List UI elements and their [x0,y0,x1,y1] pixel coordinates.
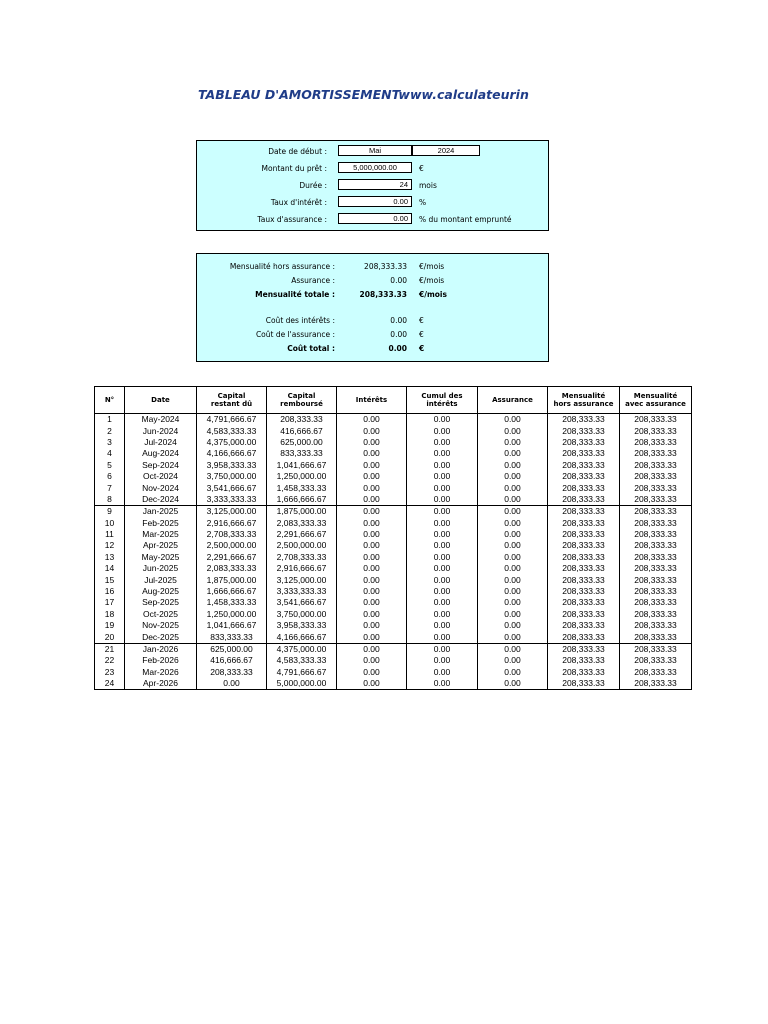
row-cumulative-interest: 0.00 [407,529,478,540]
monthly-excl-label: Mensualité hors assurance : [229,262,335,271]
row-monthly-incl: 208,333.33 [620,529,692,540]
row-repaid-capital: 4,791,666.67 [267,667,337,678]
row-remaining-capital: 0.00 [197,678,267,690]
row-interest: 0.00 [337,667,407,678]
row-remaining-capital: 3,958,333.33 [197,460,267,471]
row-insurance: 0.00 [478,460,548,471]
row-cumulative-interest: 0.00 [407,448,478,459]
table-row [95,655,692,666]
row-remaining-capital: 3,541,666.67 [197,482,267,493]
row-date: Sep-2024 [125,460,197,471]
row-monthly-incl: 208,333.33 [620,643,692,655]
row-insurance: 0.00 [478,506,548,518]
row-interest: 0.00 [337,482,407,493]
row-monthly-excl: 208,333.33 [548,586,620,597]
table-row [95,414,692,426]
row-interest: 0.00 [337,518,407,529]
row-remaining-capital: 2,291,666.67 [197,552,267,563]
row-number: 1 [95,414,125,426]
row-remaining-capital: 4,166,666.67 [197,448,267,459]
row-insurance: 0.00 [478,609,548,620]
row-monthly-excl: 208,333.33 [548,529,620,540]
table-row [95,540,692,551]
row-cumulative-interest: 0.00 [407,655,478,666]
row-number: 2 [95,425,125,436]
row-number: 19 [95,620,125,631]
loan-amount-row [197,162,548,175]
row-repaid-capital: 625,000.00 [267,437,337,448]
col-header-repaid-capital: Capital remboursé [267,387,337,414]
row-number: 14 [95,563,125,574]
row-monthly-excl: 208,333.33 [548,518,620,529]
row-interest: 0.00 [337,425,407,436]
row-interest: 0.00 [337,506,407,518]
monthly-excl-unit: €/mois [419,262,445,271]
row-monthly-incl: 208,333.33 [620,631,692,643]
insurance-rate-field[interactable]: 0.00 [338,213,412,224]
duration-unit: mois [419,181,437,190]
row-interest: 0.00 [337,437,407,448]
row-repaid-capital: 208,333.33 [267,414,337,426]
row-monthly-excl: 208,333.33 [548,460,620,471]
row-number: 11 [95,529,125,540]
row-cumulative-interest: 0.00 [407,620,478,631]
table-row [95,667,692,678]
table-row [95,482,692,493]
table-row [95,586,692,597]
row-remaining-capital: 1,041,666.67 [197,620,267,631]
table-row [95,552,692,563]
row-remaining-capital: 625,000.00 [197,643,267,655]
insurance-cost-row [197,328,548,341]
row-remaining-capital: 208,333.33 [197,667,267,678]
insurance-cost-unit: € [419,330,424,339]
interest-cost-value: 0.00 [390,316,407,325]
row-remaining-capital: 4,791,666.67 [197,414,267,426]
row-interest: 0.00 [337,643,407,655]
row-date: Feb-2026 [125,655,197,666]
row-insurance: 0.00 [478,655,548,666]
monthly-insurance-row [197,274,548,287]
row-remaining-capital: 3,125,000.00 [197,506,267,518]
row-repaid-capital: 3,125,000.00 [267,574,337,585]
row-monthly-incl: 208,333.33 [620,586,692,597]
row-date: Nov-2025 [125,620,197,631]
row-interest: 0.00 [337,574,407,585]
insurance-rate-label: Taux d'assurance : [257,215,327,224]
row-remaining-capital: 4,583,333.33 [197,425,267,436]
row-monthly-excl: 208,333.33 [548,471,620,482]
interest-cost-row [197,314,548,327]
row-number: 16 [95,586,125,597]
row-insurance: 0.00 [478,574,548,585]
row-cumulative-interest: 0.00 [407,414,478,426]
row-interest: 0.00 [337,586,407,597]
duration-row [197,179,548,192]
row-monthly-incl: 208,333.33 [620,667,692,678]
row-insurance: 0.00 [478,620,548,631]
table-row [95,471,692,482]
row-monthly-excl: 208,333.33 [548,631,620,643]
row-monthly-excl: 208,333.33 [548,552,620,563]
row-insurance: 0.00 [478,518,548,529]
row-cumulative-interest: 0.00 [407,494,478,506]
row-monthly-excl: 208,333.33 [548,482,620,493]
table-row [95,574,692,585]
row-repaid-capital: 833,333.33 [267,448,337,459]
row-insurance: 0.00 [478,540,548,551]
row-date: Jan-2026 [125,643,197,655]
row-monthly-incl: 208,333.33 [620,620,692,631]
row-date: Dec-2025 [125,631,197,643]
row-interest: 0.00 [337,631,407,643]
row-repaid-capital: 2,708,333.33 [267,552,337,563]
row-monthly-incl: 208,333.33 [620,678,692,690]
row-insurance: 0.00 [478,494,548,506]
duration-label: Durée : [299,181,327,190]
table-body [95,414,692,690]
table-row [95,437,692,448]
table-row [95,643,692,655]
row-date: May-2025 [125,552,197,563]
table-row [95,563,692,574]
row-monthly-incl: 208,333.33 [620,655,692,666]
row-insurance: 0.00 [478,552,548,563]
table-row [95,631,692,643]
insurance-rate-unit: % du montant emprunté [419,215,512,224]
row-monthly-excl: 208,333.33 [548,425,620,436]
row-insurance: 0.00 [478,471,548,482]
row-date: Oct-2024 [125,471,197,482]
row-interest: 0.00 [337,552,407,563]
row-number: 13 [95,552,125,563]
row-interest: 0.00 [337,460,407,471]
row-date: Nov-2024 [125,482,197,493]
row-repaid-capital: 2,083,333.33 [267,518,337,529]
row-insurance: 0.00 [478,448,548,459]
interest-rate-field[interactable]: 0.00 [338,196,412,207]
col-header-date: Date [125,387,197,414]
row-repaid-capital: 3,958,333.33 [267,620,337,631]
results-panel [196,253,549,362]
row-remaining-capital: 1,458,333.33 [197,597,267,608]
table-row [95,518,692,529]
row-number: 10 [95,518,125,529]
loan-amount-unit: € [419,164,424,173]
table-row [95,678,692,690]
monthly-insurance-value: 0.00 [390,276,407,285]
row-cumulative-interest: 0.00 [407,437,478,448]
row-number: 6 [95,471,125,482]
row-insurance: 0.00 [478,586,548,597]
row-date: Aug-2024 [125,448,197,459]
table-row [95,425,692,436]
row-number: 4 [95,448,125,459]
row-number: 22 [95,655,125,666]
row-date: Jul-2024 [125,437,197,448]
row-number: 23 [95,667,125,678]
row-date: Dec-2024 [125,494,197,506]
row-date: Jun-2025 [125,563,197,574]
row-monthly-excl: 208,333.33 [548,678,620,690]
row-repaid-capital: 5,000,000.00 [267,678,337,690]
table-row [95,609,692,620]
row-number: 7 [95,482,125,493]
row-remaining-capital: 4,375,000.00 [197,437,267,448]
row-cumulative-interest: 0.00 [407,482,478,493]
row-monthly-incl: 208,333.33 [620,482,692,493]
row-cumulative-interest: 0.00 [407,586,478,597]
start-date-row [197,145,548,158]
table-row [95,529,692,540]
row-monthly-incl: 208,333.33 [620,437,692,448]
start-year-field[interactable]: 2024 [412,145,480,156]
row-remaining-capital: 2,500,000.00 [197,540,267,551]
row-number: 8 [95,494,125,506]
row-insurance: 0.00 [478,563,548,574]
row-remaining-capital: 1,666,666.67 [197,586,267,597]
interest-rate-label: Taux d'intérêt : [270,198,327,207]
insurance-rate-row [197,213,548,226]
interest-cost-unit: € [419,316,424,325]
monthly-total-unit: €/mois [419,290,447,299]
row-interest: 0.00 [337,597,407,608]
row-repaid-capital: 4,583,333.33 [267,655,337,666]
row-monthly-excl: 208,333.33 [548,643,620,655]
row-monthly-incl: 208,333.33 [620,425,692,436]
row-monthly-incl: 208,333.33 [620,597,692,608]
row-interest: 0.00 [337,620,407,631]
interest-rate-unit: % [419,198,427,207]
row-cumulative-interest: 0.00 [407,574,478,585]
row-monthly-incl: 208,333.33 [620,460,692,471]
row-repaid-capital: 1,875,000.00 [267,506,337,518]
row-cumulative-interest: 0.00 [407,597,478,608]
row-monthly-excl: 208,333.33 [548,437,620,448]
row-monthly-incl: 208,333.33 [620,448,692,459]
row-monthly-excl: 208,333.33 [548,563,620,574]
row-number: 20 [95,631,125,643]
row-interest: 0.00 [337,471,407,482]
row-interest: 0.00 [337,414,407,426]
row-number: 21 [95,643,125,655]
row-monthly-excl: 208,333.33 [548,506,620,518]
row-remaining-capital: 1,250,000.00 [197,609,267,620]
loan-amount-label: Montant du prêt : [261,164,327,173]
row-monthly-incl: 208,333.33 [620,574,692,585]
loan-parameters-panel [196,140,549,231]
row-monthly-incl: 208,333.33 [620,471,692,482]
col-header-insurance: Assurance [478,387,548,414]
duration-field[interactable]: 24 [338,179,412,190]
row-insurance: 0.00 [478,425,548,436]
row-monthly-excl: 208,333.33 [548,540,620,551]
row-interest: 0.00 [337,655,407,666]
monthly-insurance-unit: €/mois [419,276,445,285]
insurance-cost-label: Coût de l'assurance : [255,330,335,339]
row-repaid-capital: 1,666,666.67 [267,494,337,506]
row-remaining-capital: 416,666.67 [197,655,267,666]
row-monthly-excl: 208,333.33 [548,414,620,426]
row-cumulative-interest: 0.00 [407,678,478,690]
row-number: 18 [95,609,125,620]
table-row [95,448,692,459]
row-monthly-incl: 208,333.33 [620,552,692,563]
monthly-total-row [197,288,548,301]
row-monthly-excl: 208,333.33 [548,574,620,585]
monthly-excl-row [197,260,548,273]
row-monthly-excl: 208,333.33 [548,620,620,631]
row-insurance: 0.00 [478,631,548,643]
row-number: 3 [95,437,125,448]
total-cost-row [197,342,548,355]
row-interest: 0.00 [337,540,407,551]
row-repaid-capital: 4,166,666.67 [267,631,337,643]
row-number: 5 [95,460,125,471]
row-cumulative-interest: 0.00 [407,460,478,471]
row-cumulative-interest: 0.00 [407,540,478,551]
row-number: 15 [95,574,125,585]
monthly-excl-value: 208,333.33 [364,262,407,271]
row-insurance: 0.00 [478,482,548,493]
row-repaid-capital: 3,333,333.33 [267,586,337,597]
monthly-total-value: 208,333.33 [359,290,407,299]
row-insurance: 0.00 [478,678,548,690]
row-remaining-capital: 2,708,333.33 [197,529,267,540]
row-interest: 0.00 [337,448,407,459]
col-header-interest: Intérêts [337,387,407,414]
row-interest: 0.00 [337,678,407,690]
col-header-cumulative-interest: Cumul des intérêts [407,387,478,414]
row-cumulative-interest: 0.00 [407,518,478,529]
row-repaid-capital: 2,916,666.67 [267,563,337,574]
total-cost-unit: € [419,344,425,353]
row-repaid-capital: 3,750,000.00 [267,609,337,620]
table-row [95,597,692,608]
start-date-label: Date de début : [268,147,327,156]
row-cumulative-interest: 0.00 [407,667,478,678]
monthly-total-label: Mensualité totale : [255,290,335,299]
row-repaid-capital: 1,250,000.00 [267,471,337,482]
table-row [95,460,692,471]
total-cost-value: 0.00 [388,344,407,353]
row-interest: 0.00 [337,529,407,540]
row-repaid-capital: 1,458,333.33 [267,482,337,493]
table-row [95,620,692,631]
row-monthly-incl: 208,333.33 [620,506,692,518]
row-insurance: 0.00 [478,597,548,608]
row-monthly-excl: 208,333.33 [548,609,620,620]
interest-rate-row [197,196,548,209]
row-monthly-excl: 208,333.33 [548,667,620,678]
row-insurance: 0.00 [478,414,548,426]
row-monthly-excl: 208,333.33 [548,494,620,506]
insurance-cost-value: 0.00 [390,330,407,339]
total-cost-label: Coût total : [287,344,335,353]
col-header-monthly-excl: Mensualité hors assurance [548,387,620,414]
start-month-field[interactable]: Mai [338,145,412,156]
row-monthly-excl: 208,333.33 [548,597,620,608]
amortization-table [94,386,692,690]
row-cumulative-interest: 0.00 [407,631,478,643]
row-insurance: 0.00 [478,643,548,655]
row-insurance: 0.00 [478,529,548,540]
row-repaid-capital: 2,291,666.67 [267,529,337,540]
row-insurance: 0.00 [478,437,548,448]
row-interest: 0.00 [337,609,407,620]
row-date: Aug-2025 [125,586,197,597]
row-date: Sep-2025 [125,597,197,608]
row-interest: 0.00 [337,494,407,506]
row-cumulative-interest: 0.00 [407,425,478,436]
row-date: Mar-2026 [125,667,197,678]
row-insurance: 0.00 [478,667,548,678]
row-date: Oct-2025 [125,609,197,620]
row-date: Jul-2025 [125,574,197,585]
row-monthly-excl: 208,333.33 [548,448,620,459]
row-date: Jun-2024 [125,425,197,436]
row-date: May-2024 [125,414,197,426]
row-cumulative-interest: 0.00 [407,506,478,518]
table-header-row [95,387,692,414]
interest-cost-label: Coût des intérêts : [265,316,335,325]
row-cumulative-interest: 0.00 [407,563,478,574]
row-remaining-capital: 3,333,333.33 [197,494,267,506]
row-remaining-capital: 3,750,000.00 [197,471,267,482]
row-cumulative-interest: 0.00 [407,471,478,482]
row-repaid-capital: 1,041,666.67 [267,460,337,471]
row-date: Jan-2025 [125,506,197,518]
row-cumulative-interest: 0.00 [407,552,478,563]
row-interest: 0.00 [337,563,407,574]
row-cumulative-interest: 0.00 [407,609,478,620]
col-header-monthly-incl: Mensualité avec assurance [620,387,692,414]
row-monthly-incl: 208,333.33 [620,518,692,529]
row-repaid-capital: 3,541,666.67 [267,597,337,608]
row-date: Feb-2025 [125,518,197,529]
monthly-insurance-label: Assurance : [291,276,335,285]
row-number: 12 [95,540,125,551]
row-number: 17 [95,597,125,608]
row-repaid-capital: 2,500,000.00 [267,540,337,551]
row-date: Apr-2025 [125,540,197,551]
row-cumulative-interest: 0.00 [407,643,478,655]
row-monthly-incl: 208,333.33 [620,609,692,620]
row-number: 24 [95,678,125,690]
row-date: Apr-2026 [125,678,197,690]
row-remaining-capital: 2,916,666.67 [197,518,267,529]
row-remaining-capital: 2,083,333.33 [197,563,267,574]
col-header-number: N° [95,387,125,414]
row-number: 9 [95,506,125,518]
row-repaid-capital: 4,375,000.00 [267,643,337,655]
row-monthly-excl: 208,333.33 [548,655,620,666]
row-date: Mar-2025 [125,529,197,540]
col-header-remaining-capital: Capital restant dû [197,387,267,414]
row-monthly-incl: 208,333.33 [620,540,692,551]
row-monthly-incl: 208,333.33 [620,414,692,426]
row-remaining-capital: 1,875,000.00 [197,574,267,585]
table-row [95,506,692,518]
row-monthly-incl: 208,333.33 [620,494,692,506]
row-remaining-capital: 833,333.33 [197,631,267,643]
loan-amount-field[interactable]: 5,000,000.00 [338,162,412,173]
row-monthly-incl: 208,333.33 [620,563,692,574]
page-title: TABLEAU D'AMORTISSEMENTwww.calculateurin [198,87,529,102]
row-repaid-capital: 416,666.67 [267,425,337,436]
table-row [95,494,692,506]
